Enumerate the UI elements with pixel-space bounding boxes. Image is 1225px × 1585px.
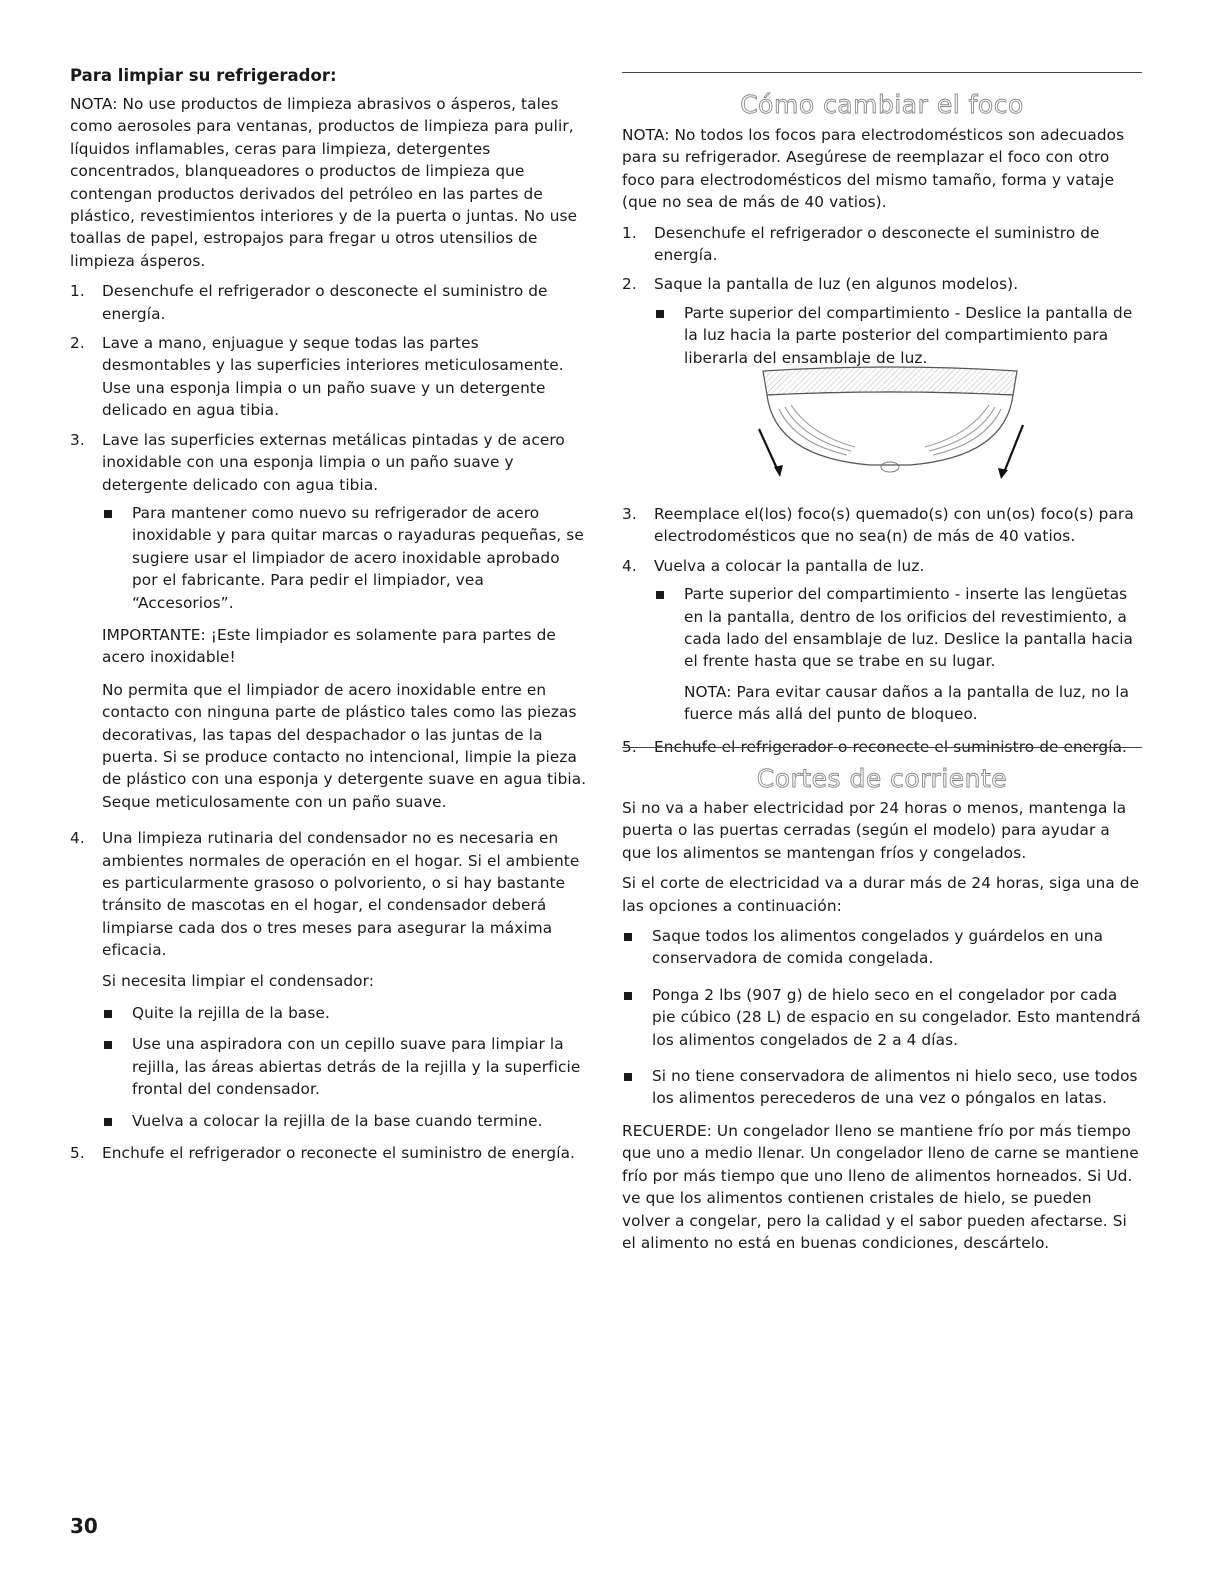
note-text: No todos los focos para electrodomésticos son adecuados para su refrigerador. Asegúrese de reemplazar el foco con otro foco para electrodomésticos del mismo tamaño, forma y vataje (que no sea de más de 40 vatios). [622, 126, 1125, 212]
step3-bullets [102, 502, 590, 614]
bulb-note [622, 124, 1142, 214]
page-number: 30 [70, 1514, 98, 1538]
note-text: No use productos de limpieza abrasivos o ásperos, tales como aerosoles para ventanas, productos de limpieza para pulir, líquidos inflamables, ceras para limpieza, detergentes concentrados, blanqueadores o productos de limpieza que contengan productos derivados del petróleo en las partes de plástico, revestimientos interiores y de la puerta o juntas. No use toallas de papel, estropajos para fregar u otros utensilios de limpieza ásperos. [70, 95, 578, 270]
shield-top [763, 367, 1017, 395]
bullet-text: Parte superior del compartimiento - inserte las lengüetas en la pantalla, dentro de los orificios del revestimiento, a cada lado del ensamblaje de luz. Deslice la pantalla hacia el frente hasta que se trabe en su lugar. [684, 585, 1134, 671]
step4-bullets [654, 583, 1142, 725]
section-divider [622, 747, 1142, 748]
cleaning-step [70, 827, 590, 1132]
step-text: Reemplace el(los) foco(s) quemado(s) con un(os) foco(s) para electrodomésticos que no sea(n) de más de 40 vatios. [654, 505, 1134, 546]
bulb-step [622, 555, 1142, 726]
bulb-step [622, 273, 1142, 369]
bulb-section [622, 124, 1142, 379]
condenser-bullets [102, 1002, 590, 1132]
bulb-steps-continued [622, 503, 1142, 758]
outage-section [622, 797, 1142, 1262]
step-text: Saque la pantalla de luz (en algunos modelos). [654, 275, 1019, 294]
light-shield-illustration [755, 365, 1025, 480]
step-number: 1. [622, 223, 637, 242]
bullet-item: Vuelva a colocar la rejilla de la base cuando termine. [102, 1110, 590, 1132]
step-number: 1. [70, 282, 85, 301]
cleaning-note [70, 93, 590, 272]
step-number: 5. [622, 737, 637, 756]
important-note [102, 624, 590, 669]
step-text: Vuelva a colocar la pantalla de luz. [654, 556, 925, 575]
remember-note [622, 1120, 1142, 1254]
condenser-intro: Si necesita limpiar el condensador: [102, 971, 374, 990]
step-text: Enchufe el refrigerador o reconecte el suministro de energía. [654, 737, 1128, 756]
bulb-section-title: Cómo cambiar el foco [740, 90, 1024, 119]
step-number: 2. [70, 334, 85, 353]
step-text: Una limpieza rutinaria del condensador no es necesaria en ambientes normales de operación en el hogar. Si el ambiente es particularmente grasoso o polvoriento, o si hay bastante tránsito de mascotas en el hogar, el condensador deberá limpiarse cada dos o tres meses para asegurar la máxima eficacia. [102, 829, 580, 960]
left-arrow-icon [759, 429, 779, 473]
remember-label: RECUERDE: [622, 1121, 712, 1140]
step-number: 5. [70, 1144, 85, 1163]
note-text: Para evitar causar daños a la pantalla de luz, no la fuerce más allá del punto de bloqueo. [684, 682, 1130, 724]
step-text: Lave a mano, enjuague y seque todas las partes desmontables y las superficies interiores meticulosamente. Use una esponja limpia o un paño suave y un detergente delicado en agua tibia. [102, 334, 564, 420]
important-text: ¡Este limpiador es solamente para partes de acero inoxidable! [102, 625, 556, 667]
shield-note [684, 681, 1142, 726]
step-number: 2. [622, 275, 637, 294]
note-label: NOTA: [684, 682, 732, 701]
step2-bullets [654, 302, 1142, 369]
outage-para: Si no va a haber electricidad por 24 horas o menos, mantenga la puerta o las puertas cerradas (según el modelo) para ayudar a que los alimentos se mantengan fríos y congelados. [622, 799, 1127, 862]
outage-para: Si el corte de electricidad va a durar más de 24 horas, siga una de las opciones a continuación: [622, 874, 1140, 915]
bulb-step [622, 222, 1142, 267]
right-arrow-icon [1003, 425, 1023, 475]
stainless-warning: No permita que el limpiador de acero inoxidable entre en contacto con ninguna parte de plástico tales como las piezas decorativas, las tapas del despachador o las juntas de la puerta. Si se produce contacto no intencional, limpie la pieza de plástico con una esponja y detergente suave en agua tibia. Seque meticulosamente con un paño suave. [102, 680, 587, 811]
step-number: 4. [70, 829, 85, 848]
bullet-item: Parte superior del compartimiento - Deslice la pantalla de la luz hacia la parte posterior del compartimiento para liberarla del ensamblaje de luz. [654, 302, 1142, 369]
cleaning-step [70, 429, 590, 814]
cleaning-steps [70, 280, 590, 1164]
bulb-section-continued [622, 503, 1142, 765]
bulb-steps [622, 222, 1142, 369]
bullet-item: Saque todos los alimentos congelados y guárdelos en una conservadora de comida congelada. [622, 925, 1142, 970]
bullet-item: Si no tiene conservadora de alimentos ni hielo seco, use todos los alimentos perecederos de una vez o póngalos en latas. [622, 1065, 1142, 1110]
important-label: IMPORTANTE: [102, 625, 206, 644]
section-divider [622, 72, 1142, 73]
bulb-step [622, 503, 1142, 548]
step-text: Lave las superficies externas metálicas pintadas y de acero inoxidable con una esponja limpia o un paño suave y detergente delicado con agua tibia. [102, 430, 565, 494]
step-number: 4. [622, 556, 637, 575]
step-text: Desenchufe el refrigerador o desconecte el suministro de energía. [654, 223, 1100, 265]
note-label: NOTA: [622, 126, 670, 144]
cleaning-step [70, 280, 590, 325]
step-number: 3. [70, 430, 85, 449]
right-arrowhead-icon [998, 468, 1008, 479]
remember-text: Un congelador lleno se mantiene frío por más tiempo que uno a medio llenar. Un congelador lleno de carne se mantiene frío por más tiempo que uno lleno de alimentos horneados. Si Ud. ve que los alimentos contienen cristales de hielo, se pueden volver a congelar, pero la calidad y el sabor pueden afectarse. Si el alimento no está en buenas condiciones, descártelo. [622, 1121, 1139, 1252]
bullet-item [654, 583, 1142, 725]
left-arrowhead-icon [774, 465, 783, 477]
cleaning-step [70, 1142, 590, 1164]
bullet-item: Use una aspiradora con un cepillo suave para limpiar la rejilla, las áreas abiertas detrás de la rejilla y la superficie frontal del condensador. [102, 1033, 590, 1100]
step-number: 3. [622, 505, 637, 523]
bullet-item: Quite la rejilla de la base. [102, 1002, 590, 1024]
step-text: Enchufe el refrigerador o reconecte el suministro de energía. [102, 1144, 576, 1163]
outage-bullets [622, 925, 1142, 1110]
note-label: NOTA: [70, 95, 118, 113]
cleaning-section [70, 93, 590, 1171]
step-text: Desenchufe el refrigerador o desconecte el suministro de energía. [102, 282, 548, 323]
bullet-item: Ponga 2 lbs (907 g) de hielo seco en el congelador por cada pie cúbico (28 L) de espacio en su congelador. Esto mantendrá los alimentos congelados de 2 a 4 días. [622, 984, 1142, 1051]
cleaning-step [70, 332, 590, 422]
bullet-item: Para mantener como nuevo su refrigerador de acero inoxidable y para quitar marcas o rayaduras pequeñas, se sugiere usar el limpiador de acero inoxidable aprobado por el fabricante. Para pedir el limpiador, vea “Accesorios”. [102, 502, 590, 614]
cleaning-heading: Para limpiar su refrigerador: [70, 66, 337, 85]
outage-section-title: Cortes de corriente [756, 764, 1008, 793]
